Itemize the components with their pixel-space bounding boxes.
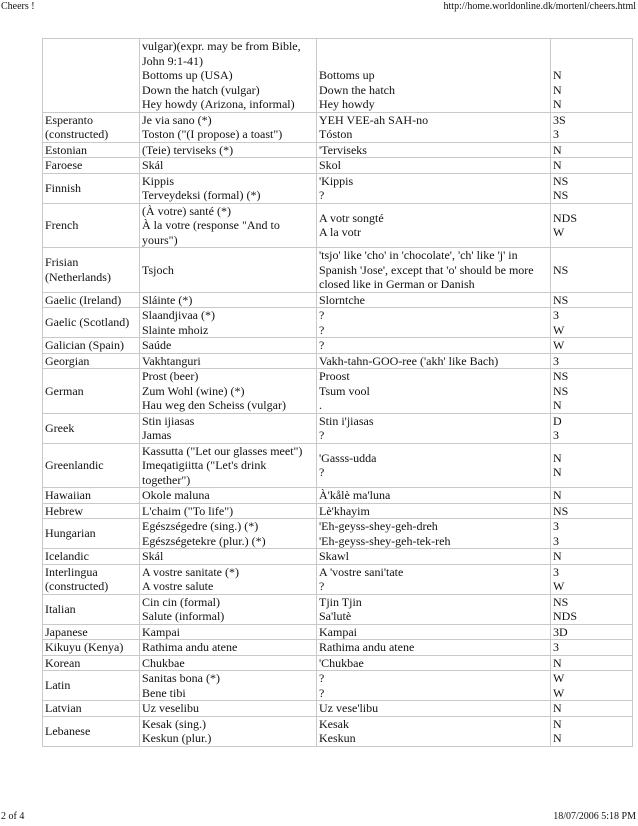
toast-line: Slaandjivaa (*) (142, 308, 215, 322)
language-cell (43, 369, 140, 414)
toast-cell (140, 39, 317, 113)
language-line: Latvian (45, 701, 82, 715)
code-cell (551, 503, 633, 519)
toast-line: Jamas (142, 428, 172, 442)
pronunciation-line: 'tsjo' like 'cho' in 'chocolate', 'ch' like 'j' in (319, 248, 518, 262)
language-cell (43, 503, 140, 519)
code-cell (551, 338, 633, 354)
toast-cell (140, 488, 317, 504)
code-line: N (553, 82, 562, 97)
language-cell (43, 248, 140, 293)
language-cell (43, 443, 140, 488)
language-cell (43, 338, 140, 354)
toast-line: vulgar)(expr. may be from Bible, (142, 39, 301, 53)
table-row (43, 308, 633, 338)
code-cell (551, 308, 633, 338)
language-line: Korean (45, 655, 81, 670)
toast-cell (140, 142, 317, 158)
toast-line: yours") (142, 232, 178, 247)
language-line: German (45, 383, 84, 398)
language-cell (43, 203, 140, 248)
code-cell (551, 353, 633, 369)
language-line: Greenlandic (45, 458, 104, 472)
language-cell (43, 112, 140, 142)
table-row (43, 158, 633, 174)
language-line: Kikuyu (Kenya) (45, 640, 124, 654)
toast-line: Stin ijiasas (142, 413, 195, 428)
pronunciation-line: Kesak (319, 716, 349, 731)
language-line: (constructed) (45, 127, 109, 141)
language-line: Hawaiian (45, 488, 91, 502)
toast-cell (140, 640, 317, 656)
pronunciation-cell (317, 594, 551, 624)
code-line: 3D (553, 624, 568, 639)
table-row (43, 39, 633, 113)
pronunciation-cell (317, 203, 551, 248)
code-line: NS (553, 188, 569, 202)
pronunciation-line: ? (319, 322, 325, 337)
toast-cell (140, 308, 317, 338)
code-line: NS (553, 369, 569, 383)
pronunciation-line (319, 54, 548, 69)
toast-cell (140, 443, 317, 488)
language-line: Estonian (45, 142, 87, 157)
pronunciation-line: ? (319, 685, 325, 700)
pronunciation-line: 'Kippis (319, 173, 354, 188)
code-line: N (553, 142, 562, 157)
pronunciation-cell (317, 413, 551, 443)
code-line: N (553, 398, 562, 412)
toast-line: Salute (informal) (142, 609, 225, 623)
code-line: W (553, 338, 565, 352)
code-line: N (553, 655, 562, 670)
pronunciation-line: 'Gasss-udda (319, 450, 377, 465)
code-line: N (553, 549, 562, 563)
table-row (43, 640, 633, 656)
toast-line: (Teie) terviseks (*) (142, 142, 234, 157)
table-row (43, 338, 633, 354)
code-line: W (553, 671, 565, 685)
code-cell (551, 292, 633, 308)
code-line: 3S (553, 112, 566, 127)
toast-line: Prost (beer) (142, 369, 199, 383)
toast-line: (À votre) santé (*) (142, 203, 231, 218)
toast-line: John 9:1-41) (142, 53, 203, 68)
table-row (43, 701, 633, 717)
pronunciation-line: A votr songté (319, 210, 384, 225)
toast-line: Kampai (142, 624, 180, 639)
language-line: Hebrew (45, 503, 83, 518)
pronunciation-cell (317, 564, 551, 594)
toast-line: Slainte mhoiz (142, 322, 209, 337)
code-cell (551, 369, 633, 414)
code-line: N (553, 97, 562, 111)
language-cell (43, 488, 140, 504)
language-line: Gaelic (Scotland) (45, 315, 130, 330)
toast-line: Uz veselibu (142, 701, 199, 715)
toast-cell (140, 549, 317, 565)
code-line: 3 (553, 308, 559, 322)
code-line: 3 (553, 533, 559, 548)
pronunciation-line: Spanish 'Jose', except that 'o' should be more (319, 262, 534, 277)
pronunciation-cell (317, 671, 551, 701)
code-cell (551, 671, 633, 701)
pronunciation-line: ? (319, 338, 325, 352)
pronunciation-cell (317, 308, 551, 338)
pronunciation-line: À'kålè ma'luna (319, 488, 391, 502)
pronunciation-line: . (319, 398, 322, 412)
toast-line: Zum Wohl (wine) (*) (142, 383, 245, 398)
code-line: N (553, 731, 562, 745)
pronunciation-line: 'Terviseks (319, 142, 367, 157)
pronunciation-cell (317, 503, 551, 519)
pronunciation-line: Skol (319, 158, 342, 172)
language-cell (43, 594, 140, 624)
toast-cell (140, 203, 317, 248)
pronunciation-line: ? (319, 671, 325, 685)
pronunciation-cell (317, 39, 551, 113)
code-line: 3 (553, 519, 559, 533)
toast-line: Okole maluna (142, 488, 210, 502)
toast-cell (140, 716, 317, 746)
toast-line: Hau weg den Scheiss (vulgar) (142, 398, 286, 412)
toast-line: Egészségedre (sing.) (*) (142, 519, 259, 533)
toast-line: Sláinte (*) (142, 292, 193, 307)
toast-line: Hey howdy (Arizona, informal) (142, 97, 295, 111)
toast-line: Toston ("(I propose) a toast") (142, 127, 283, 141)
code-line: N (553, 158, 562, 172)
code-cell (551, 158, 633, 174)
pronunciation-cell (317, 338, 551, 354)
toast-line: Skál (142, 549, 164, 563)
pronunciation-line: ? (319, 465, 325, 480)
toast-cell (140, 353, 317, 369)
pronunciation-line (319, 39, 548, 54)
toast-cell (140, 671, 317, 701)
code-line: N (553, 450, 562, 465)
code-line: NDS (553, 210, 578, 225)
code-cell (551, 624, 633, 640)
pronunciation-cell (317, 292, 551, 308)
pronunciation-cell (317, 488, 551, 504)
language-line: Japanese (45, 624, 88, 639)
toast-line: Chukbae (142, 655, 185, 670)
toast-cell (140, 655, 317, 671)
toast-line: Tsjoch (142, 262, 174, 277)
pronunciation-line: 'Chukbae (319, 655, 364, 670)
table-row (43, 624, 633, 640)
code-line: NS (553, 383, 569, 398)
code-cell (551, 39, 633, 113)
toast-cell (140, 519, 317, 549)
language-cell (43, 701, 140, 717)
table-row (43, 248, 633, 293)
page-url: http://home.worldonline.dk/mortenl/cheers.html (443, 1, 636, 12)
toast-cell (140, 338, 317, 354)
toast-line: Kippis (142, 173, 175, 188)
code-cell (551, 549, 633, 565)
code-line: NS (553, 262, 569, 277)
pronunciation-line: Keskun (319, 731, 356, 745)
toast-cell (140, 173, 317, 203)
code-line: 3 (553, 564, 559, 579)
page-title: Cheers ! (1, 1, 35, 12)
toast-line: Je via sano (*) (142, 112, 212, 127)
language-line: Lebanese (45, 723, 91, 738)
table-row (43, 353, 633, 369)
pronunciation-line: Stin i'jiasas (319, 413, 374, 428)
toast-line: Kesak (sing.) (142, 716, 206, 731)
language-line: (constructed) (45, 579, 109, 593)
language-line: Greek (45, 420, 75, 435)
language-cell (43, 564, 140, 594)
toast-line: A vostre sanitate (*) (142, 564, 239, 579)
toast-table (42, 38, 633, 747)
toast-line: L'chaim ("To life") (142, 503, 234, 518)
code-line: NS (553, 503, 569, 518)
language-line: Galician (Spain) (45, 338, 124, 352)
toast-cell (140, 594, 317, 624)
code-cell (551, 248, 633, 293)
code-line (553, 39, 630, 54)
language-cell (43, 519, 140, 549)
language-cell (43, 655, 140, 671)
language-line: Italian (45, 601, 76, 616)
pronunciation-line: Slorntche (319, 292, 365, 307)
language-line: Faroese (45, 158, 83, 172)
pronunciation-line: Vakh-tahn-GOO-ree ('akh' like Bach) (319, 353, 499, 368)
pronunciation-line: Proost (319, 369, 350, 383)
print-datetime: 18/07/2006 5:18 PM (553, 811, 636, 822)
table-row (43, 203, 633, 248)
code-cell (551, 594, 633, 624)
table-row (43, 594, 633, 624)
pronunciation-line: Tjin Tjin (319, 594, 362, 609)
pronunciation-line: 'Eh-geyss-shey-geh-dreh (319, 519, 438, 533)
code-cell (551, 488, 633, 504)
language-line: Esperanto (45, 112, 93, 127)
table-row (43, 173, 633, 203)
pronunciation-cell (317, 549, 551, 565)
language-line: Interlingua (45, 564, 98, 579)
pronunciation-cell (317, 248, 551, 293)
code-cell (551, 413, 633, 443)
language-cell (43, 640, 140, 656)
pronunciation-line: Sa'lutè (319, 609, 352, 623)
language-cell (43, 308, 140, 338)
code-line: D (553, 413, 562, 428)
toast-line: Rathima andu atene (142, 640, 238, 654)
code-line: W (553, 579, 565, 593)
language-cell (43, 716, 140, 746)
pronunciation-cell (317, 369, 551, 414)
language-line: (Netherlands) (45, 269, 111, 284)
table-row (43, 671, 633, 701)
toast-line: together") (142, 472, 191, 487)
code-line (553, 54, 630, 69)
code-line: W (553, 685, 565, 700)
language-line: Icelandic (45, 549, 89, 563)
toast-line: Bottoms up (USA) (142, 68, 233, 82)
language-line: Latin (45, 678, 71, 693)
pronunciation-cell (317, 640, 551, 656)
code-line: NS (553, 594, 569, 609)
pronunciation-cell (317, 443, 551, 488)
toast-line: À la votre (response "And to (142, 218, 280, 232)
language-line: Georgian (45, 353, 90, 368)
table-row (43, 443, 633, 488)
table-row (43, 142, 633, 158)
code-line: NDS (553, 609, 578, 623)
language-line: Finnish (45, 180, 82, 195)
code-cell (551, 564, 633, 594)
table-row (43, 369, 633, 414)
toast-cell (140, 701, 317, 717)
toast-line: Egészségetekre (plur.) (*) (142, 533, 266, 548)
code-cell (551, 112, 633, 142)
pronunciation-line: ? (319, 579, 325, 593)
language-cell (43, 353, 140, 369)
toast-line: Vakhtanguri (142, 353, 201, 368)
language-cell (43, 549, 140, 565)
language-cell (43, 671, 140, 701)
toast-line: A vostre salute (142, 579, 214, 593)
pronunciation-line: Bottoms up (319, 68, 375, 82)
pronunciation-line: closed like in German or Danish (319, 277, 475, 291)
toast-line: Bene tibi (142, 685, 186, 700)
pronunciation-line: Tóston (319, 127, 353, 141)
code-cell (551, 443, 633, 488)
pronunciation-cell (317, 519, 551, 549)
language-line: French (45, 218, 79, 232)
code-line: 3 (553, 353, 559, 368)
pronunciation-line: ? (319, 188, 325, 202)
table-row (43, 564, 633, 594)
page-header (0, 0, 638, 14)
code-cell (551, 173, 633, 203)
pronunciation-cell (317, 353, 551, 369)
code-line: W (553, 322, 565, 337)
table-row (43, 503, 633, 519)
table-row (43, 549, 633, 565)
toast-cell (140, 248, 317, 293)
pronunciation-cell (317, 716, 551, 746)
pronunciation-cell (317, 112, 551, 142)
pronunciation-line: Uz vese'libu (319, 701, 379, 715)
code-cell (551, 716, 633, 746)
pronunciation-line: Down the hatch (319, 82, 395, 97)
pronunciation-cell (317, 624, 551, 640)
table-row (43, 413, 633, 443)
language-cell (43, 413, 140, 443)
toast-line: Keskun (plur.) (142, 731, 212, 745)
language-cell (43, 158, 140, 174)
code-line: N (553, 716, 562, 731)
table-row (43, 112, 633, 142)
toast-line: Skál (142, 158, 164, 172)
toast-cell (140, 564, 317, 594)
code-line: NS (553, 173, 569, 188)
toast-cell (140, 503, 317, 519)
code-line: 3 (553, 428, 559, 442)
pronunciation-line: A la votr (319, 225, 361, 240)
language-cell (43, 142, 140, 158)
pronunciation-line: Kampai (319, 624, 357, 639)
code-cell (551, 519, 633, 549)
language-cell (43, 624, 140, 640)
code-cell (551, 701, 633, 717)
table-row (43, 716, 633, 746)
table-row (43, 655, 633, 671)
pronunciation-line: Rathima andu atene (319, 640, 415, 654)
language-line: Frisian (45, 255, 79, 270)
page-footer (0, 811, 638, 825)
table-row (43, 519, 633, 549)
toast-line: Saúde (142, 338, 172, 352)
pronunciation-line: 'Eh-geyss-shey-geh-tek-reh (319, 533, 451, 548)
language-line: Gaelic (Ireland) (45, 292, 122, 307)
pronunciation-cell (317, 701, 551, 717)
language-cell (43, 39, 140, 113)
code-cell (551, 203, 633, 248)
code-line: N (553, 68, 562, 82)
pronunciation-line: ? (319, 428, 325, 442)
code-cell (551, 655, 633, 671)
toast-line: Terveydeksi (formal) (*) (142, 188, 261, 202)
pronunciation-line: A 'vostre sani'tate (319, 564, 404, 579)
toast-cell (140, 292, 317, 308)
toast-line: Cin cin (formal) (142, 594, 220, 609)
pronunciation-cell (317, 142, 551, 158)
code-line: N (553, 465, 562, 480)
pronunciation-line: Hey howdy (319, 97, 375, 111)
page-number: 2 of 4 (1, 811, 25, 822)
pronunciation-line: YEH VEE-ah SAH-no (319, 112, 429, 127)
toast-table-body (43, 39, 633, 747)
toast-cell (140, 158, 317, 174)
toast-line: Kassutta ("Let our glasses meet") (142, 443, 303, 458)
pronunciation-cell (317, 655, 551, 671)
toast-line: Imeqatigiitta ("Let's drink (142, 458, 267, 472)
code-cell (551, 142, 633, 158)
pronunciation-cell (317, 173, 551, 203)
pronunciation-line: Tsum vool (319, 383, 370, 398)
pronunciation-line: Skawl (319, 549, 349, 563)
toast-cell (140, 369, 317, 414)
code-line: 3 (553, 127, 559, 141)
toast-cell (140, 413, 317, 443)
toast-cell (140, 624, 317, 640)
code-line: N (553, 701, 562, 715)
pronunciation-line: Lè'khayim (319, 503, 370, 518)
code-line: 3 (553, 640, 559, 654)
table-row (43, 292, 633, 308)
toast-line: Sanitas bona (*) (142, 671, 220, 685)
code-cell (551, 640, 633, 656)
table-row (43, 488, 633, 504)
pronunciation-cell (317, 158, 551, 174)
language-cell (43, 173, 140, 203)
language-line: Hungarian (45, 526, 96, 541)
code-line: N (553, 488, 562, 502)
toast-line: Down the hatch (vulgar) (142, 82, 260, 97)
toast-cell (140, 112, 317, 142)
language-cell (43, 292, 140, 308)
code-line: NS (553, 292, 569, 307)
code-line: W (553, 225, 565, 240)
pronunciation-line: ? (319, 308, 325, 322)
